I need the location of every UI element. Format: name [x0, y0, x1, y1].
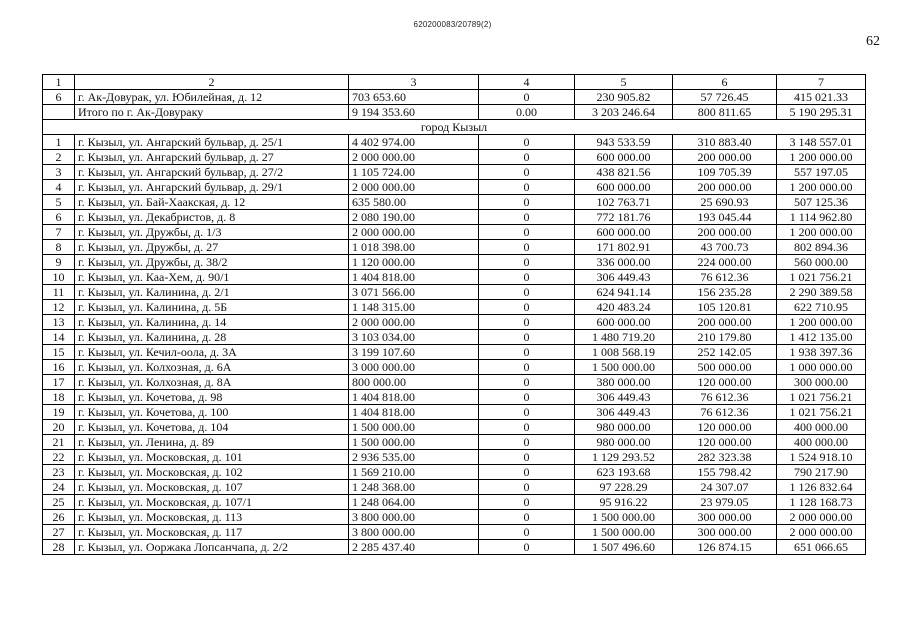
value-cell: 76 612.36 — [673, 405, 777, 420]
value-cell: 2 000 000.00 — [349, 225, 479, 240]
value-cell: 438 821.56 — [575, 165, 673, 180]
value-cell: 1 500 000.00 — [575, 525, 673, 540]
address-cell: г. Кызыл, ул. Дружбы, д. 27 — [75, 240, 349, 255]
value-cell: 300 000.00 — [673, 510, 777, 525]
value-cell: 0 — [479, 360, 575, 375]
row-number-cell: 22 — [43, 450, 75, 465]
value-cell: 1 500 000.00 — [575, 360, 673, 375]
header-cell: 2 — [75, 75, 349, 90]
row-number-cell: 6 — [43, 210, 75, 225]
row-number-cell: 11 — [43, 285, 75, 300]
header-cell: 4 — [479, 75, 575, 90]
value-cell: 0 — [479, 210, 575, 225]
page-number: 62 — [866, 34, 880, 49]
table-row — [43, 105, 866, 120]
row-number-cell: 27 — [43, 525, 75, 540]
address-cell: г. Кызыл, ул. Колхозная, д. 6А — [75, 360, 349, 375]
table-row — [43, 270, 866, 285]
value-cell: 300 000.00 — [777, 375, 866, 390]
value-cell: 0 — [479, 420, 575, 435]
address-cell: г. Кызыл, ул. Московская, д. 101 — [75, 450, 349, 465]
value-cell: 200 000.00 — [673, 180, 777, 195]
value-cell: 230 905.82 — [575, 90, 673, 105]
value-cell: 252 142.05 — [673, 345, 777, 360]
value-cell: 0 — [479, 315, 575, 330]
row-number-cell: 4 — [43, 180, 75, 195]
value-cell: 0 — [479, 390, 575, 405]
value-cell: 1 524 918.10 — [777, 450, 866, 465]
value-cell: 25 690.93 — [673, 195, 777, 210]
value-cell: 3 203 246.64 — [575, 105, 673, 120]
value-cell: 306 449.43 — [575, 405, 673, 420]
table-row — [43, 135, 866, 150]
address-cell: г. Кызыл, ул. Дружбы, д. 38/2 — [75, 255, 349, 270]
row-number-cell: 24 — [43, 480, 75, 495]
value-cell: 306 449.43 — [575, 270, 673, 285]
city-section-row — [43, 120, 866, 135]
value-cell: 3 000 000.00 — [349, 360, 479, 375]
row-number-cell: 3 — [43, 165, 75, 180]
value-cell: 0 — [479, 165, 575, 180]
table-row — [43, 420, 866, 435]
address-cell: г. Кызыл, ул. Ангарский бульвар, д. 27/2 — [75, 165, 349, 180]
value-cell: 76 612.36 — [673, 270, 777, 285]
value-cell: 1 500 000.00 — [575, 510, 673, 525]
row-number-cell: 12 — [43, 300, 75, 315]
value-cell: 57 726.45 — [673, 90, 777, 105]
value-cell: 1 000 000.00 — [777, 360, 866, 375]
value-cell: 24 307.07 — [673, 480, 777, 495]
value-cell: 1 128 168.73 — [777, 495, 866, 510]
value-cell: 400 000.00 — [777, 420, 866, 435]
value-cell: 105 120.81 — [673, 300, 777, 315]
address-cell: г. Кызыл, ул. Калинина, д. 5Б — [75, 300, 349, 315]
value-cell: 200 000.00 — [673, 315, 777, 330]
header-cell: 1 — [43, 75, 75, 90]
value-cell: 1 200 000.00 — [777, 315, 866, 330]
address-cell: г. Кызыл, ул. Кечил-оола, д. 3А — [75, 345, 349, 360]
value-cell: 9 194 353.60 — [349, 105, 479, 120]
table-row — [43, 435, 866, 450]
address-cell: г. Кызыл, ул. Калинина, д. 28 — [75, 330, 349, 345]
value-cell: 0.00 — [479, 105, 575, 120]
value-cell: 0 — [479, 255, 575, 270]
value-cell: 772 181.76 — [575, 210, 673, 225]
value-cell: 1 404 818.00 — [349, 405, 479, 420]
table-row — [43, 390, 866, 405]
table-row — [43, 195, 866, 210]
value-cell: 1 938 397.36 — [777, 345, 866, 360]
value-cell: 1 021 756.21 — [777, 270, 866, 285]
value-cell: 622 710.95 — [777, 300, 866, 315]
value-cell: 1 200 000.00 — [777, 150, 866, 165]
value-cell: 282 323.38 — [673, 450, 777, 465]
header-cell: 6 — [673, 75, 777, 90]
address-cell: г. Кызыл, ул. Московская, д. 117 — [75, 525, 349, 540]
value-cell: 109 705.39 — [673, 165, 777, 180]
address-cell: Итого по г. Ак-Довураку — [75, 105, 349, 120]
value-cell: 0 — [479, 270, 575, 285]
value-cell: 3 800 000.00 — [349, 510, 479, 525]
value-cell: 2 000 000.00 — [349, 150, 479, 165]
address-cell: г. Кызыл, ул. Московская, д. 107/1 — [75, 495, 349, 510]
value-cell: 0 — [479, 240, 575, 255]
value-cell: 300 000.00 — [673, 525, 777, 540]
table-row — [43, 300, 866, 315]
value-cell: 1 148 315.00 — [349, 300, 479, 315]
row-number-cell: 18 — [43, 390, 75, 405]
address-cell: г. Кызыл, ул. Дружбы, д. 1/3 — [75, 225, 349, 240]
row-number-cell: 5 — [43, 195, 75, 210]
header-cell: 3 — [349, 75, 479, 90]
table-row — [43, 255, 866, 270]
table-row — [43, 210, 866, 225]
value-cell: 500 000.00 — [673, 360, 777, 375]
table-row — [43, 510, 866, 525]
header-cell: 5 — [575, 75, 673, 90]
row-number-cell — [43, 105, 75, 120]
value-cell: 336 000.00 — [575, 255, 673, 270]
table-row — [43, 495, 866, 510]
address-cell: г. Кызыл, ул. Бай-Хаакская, д. 12 — [75, 195, 349, 210]
value-cell: 210 179.80 — [673, 330, 777, 345]
value-cell: 943 533.59 — [575, 135, 673, 150]
value-cell: 3 800 000.00 — [349, 525, 479, 540]
address-cell: г. Кызыл, ул. Кочетова, д. 104 — [75, 420, 349, 435]
row-number-cell: 15 — [43, 345, 75, 360]
value-cell: 120 000.00 — [673, 375, 777, 390]
value-cell: 0 — [479, 345, 575, 360]
value-cell: 0 — [479, 525, 575, 540]
value-cell: 380 000.00 — [575, 375, 673, 390]
row-number-cell: 26 — [43, 510, 75, 525]
value-cell: 802 894.36 — [777, 240, 866, 255]
value-cell: 557 197.05 — [777, 165, 866, 180]
value-cell: 980 000.00 — [575, 435, 673, 450]
table-row — [43, 225, 866, 240]
value-cell: 0 — [479, 180, 575, 195]
value-cell: 1 114 962.80 — [777, 210, 866, 225]
value-cell: 1 404 818.00 — [349, 270, 479, 285]
value-cell: 0 — [479, 465, 575, 480]
document-number: 620200083/20789(2) — [413, 20, 492, 29]
row-number-cell: 16 — [43, 360, 75, 375]
value-cell: 0 — [479, 375, 575, 390]
value-cell: 126 874.15 — [673, 540, 777, 555]
value-cell: 0 — [479, 150, 575, 165]
address-cell: г. Кызыл, ул. Ангарский бульвар, д. 27 — [75, 150, 349, 165]
value-cell: 1 021 756.21 — [777, 390, 866, 405]
value-cell: 310 883.40 — [673, 135, 777, 150]
value-cell: 2 000 000.00 — [349, 180, 479, 195]
value-cell: 1 404 818.00 — [349, 390, 479, 405]
row-number-cell: 14 — [43, 330, 75, 345]
value-cell: 600 000.00 — [575, 225, 673, 240]
value-cell: 1 021 756.21 — [777, 405, 866, 420]
row-number-cell: 6 — [43, 90, 75, 105]
value-cell: 2 000 000.00 — [777, 510, 866, 525]
value-cell: 600 000.00 — [575, 315, 673, 330]
address-cell: г. Ак-Довурак, ул. Юбилейная, д. 12 — [75, 90, 349, 105]
address-cell: г. Кызыл, ул. Московская, д. 107 — [75, 480, 349, 495]
address-cell: г. Кызыл, ул. Ангарский бульвар, д. 29/1 — [75, 180, 349, 195]
value-cell: 224 000.00 — [673, 255, 777, 270]
table-row — [43, 330, 866, 345]
value-cell: 1 105 724.00 — [349, 165, 479, 180]
value-cell: 1 129 293.52 — [575, 450, 673, 465]
table-row — [43, 405, 866, 420]
value-cell: 155 798.42 — [673, 465, 777, 480]
table-header-row — [43, 75, 866, 90]
value-cell: 95 916.22 — [575, 495, 673, 510]
row-number-cell: 17 — [43, 375, 75, 390]
value-cell: 23 979.05 — [673, 495, 777, 510]
table-row — [43, 180, 866, 195]
row-number-cell: 23 — [43, 465, 75, 480]
value-cell: 0 — [479, 135, 575, 150]
value-cell: 600 000.00 — [575, 180, 673, 195]
value-cell: 800 811.65 — [673, 105, 777, 120]
data-table — [42, 74, 866, 555]
value-cell: 97 228.29 — [575, 480, 673, 495]
value-cell: 2 000 000.00 — [777, 525, 866, 540]
table-row — [43, 315, 866, 330]
table-row — [43, 165, 866, 180]
row-number-cell: 19 — [43, 405, 75, 420]
value-cell: 623 193.68 — [575, 465, 673, 480]
value-cell: 2 000 000.00 — [349, 315, 479, 330]
value-cell: 507 125.36 — [777, 195, 866, 210]
value-cell: 0 — [479, 540, 575, 555]
value-cell: 2 936 535.00 — [349, 450, 479, 465]
value-cell: 1 200 000.00 — [777, 225, 866, 240]
table-row — [43, 525, 866, 540]
value-cell: 3 148 557.01 — [777, 135, 866, 150]
address-cell: г. Кызыл, ул. Каа-Хем, д. 90/1 — [75, 270, 349, 285]
city-section-title: город Кызыл — [43, 120, 866, 135]
value-cell: 800 000.00 — [349, 375, 479, 390]
value-cell: 0 — [479, 195, 575, 210]
value-cell: 1 008 568.19 — [575, 345, 673, 360]
value-cell: 2 285 437.40 — [349, 540, 479, 555]
value-cell: 1 126 832.64 — [777, 480, 866, 495]
value-cell: 0 — [479, 90, 575, 105]
row-number-cell: 28 — [43, 540, 75, 555]
value-cell: 0 — [479, 495, 575, 510]
value-cell: 420 483.24 — [575, 300, 673, 315]
value-cell: 1 500 000.00 — [349, 435, 479, 450]
value-cell: 600 000.00 — [575, 150, 673, 165]
value-cell: 1 200 000.00 — [777, 180, 866, 195]
value-cell: 1 248 064.00 — [349, 495, 479, 510]
value-cell: 76 612.36 — [673, 390, 777, 405]
value-cell: 400 000.00 — [777, 435, 866, 450]
value-cell: 3 103 034.00 — [349, 330, 479, 345]
address-cell: г. Кызыл, ул. Ооржака Лопсанчапа, д. 2/2 — [75, 540, 349, 555]
value-cell: 980 000.00 — [575, 420, 673, 435]
address-cell: г. Кызыл, ул. Декабристов, д. 8 — [75, 210, 349, 225]
address-cell: г. Кызыл, ул. Московская, д. 102 — [75, 465, 349, 480]
value-cell: 790 217.90 — [777, 465, 866, 480]
value-cell: 635 580.00 — [349, 195, 479, 210]
row-number-cell: 13 — [43, 315, 75, 330]
value-cell: 1 248 368.00 — [349, 480, 479, 495]
row-number-cell: 10 — [43, 270, 75, 285]
value-cell: 560 000.00 — [777, 255, 866, 270]
address-cell: г. Кызыл, ул. Колхозная, д. 8А — [75, 375, 349, 390]
value-cell: 703 653.60 — [349, 90, 479, 105]
value-cell: 3 071 566.00 — [349, 285, 479, 300]
value-cell: 0 — [479, 225, 575, 240]
value-cell: 0 — [479, 405, 575, 420]
row-number-cell: 9 — [43, 255, 75, 270]
address-cell: г. Кызыл, ул. Калинина, д. 14 — [75, 315, 349, 330]
address-cell: г. Кызыл, ул. Калинина, д. 2/1 — [75, 285, 349, 300]
table-row — [43, 285, 866, 300]
value-cell: 1 120 000.00 — [349, 255, 479, 270]
value-cell: 0 — [479, 450, 575, 465]
table-row — [43, 480, 866, 495]
table-row — [43, 360, 866, 375]
row-number-cell: 20 — [43, 420, 75, 435]
value-cell: 102 763.71 — [575, 195, 673, 210]
value-cell: 3 199 107.60 — [349, 345, 479, 360]
value-cell: 43 700.73 — [673, 240, 777, 255]
header-cell: 7 — [777, 75, 866, 90]
value-cell: 1 507 496.60 — [575, 540, 673, 555]
address-cell: г. Кызыл, ул. Ангарский бульвар, д. 25/1 — [75, 135, 349, 150]
table-row — [43, 90, 866, 105]
value-cell: 1 018 398.00 — [349, 240, 479, 255]
address-cell: г. Кызыл, ул. Московская, д. 113 — [75, 510, 349, 525]
table-row — [43, 150, 866, 165]
address-cell: г. Кызыл, ул. Ленина, д. 89 — [75, 435, 349, 450]
value-cell: 193 045.44 — [673, 210, 777, 225]
value-cell: 171 802.91 — [575, 240, 673, 255]
value-cell: 0 — [479, 330, 575, 345]
table-row — [43, 345, 866, 360]
value-cell: 415 021.33 — [777, 90, 866, 105]
table-row — [43, 465, 866, 480]
row-number-cell: 25 — [43, 495, 75, 510]
row-number-cell: 7 — [43, 225, 75, 240]
value-cell: 0 — [479, 510, 575, 525]
value-cell: 5 190 295.31 — [777, 105, 866, 120]
value-cell: 1 480 719.20 — [575, 330, 673, 345]
row-number-cell: 1 — [43, 135, 75, 150]
value-cell: 651 066.65 — [777, 540, 866, 555]
address-cell: г. Кызыл, ул. Кочетова, д. 100 — [75, 405, 349, 420]
value-cell: 200 000.00 — [673, 225, 777, 240]
value-cell: 1 569 210.00 — [349, 465, 479, 480]
row-number-cell: 2 — [43, 150, 75, 165]
value-cell: 2 080 190.00 — [349, 210, 479, 225]
value-cell: 0 — [479, 285, 575, 300]
value-cell: 1 412 135.00 — [777, 330, 866, 345]
value-cell: 156 235.28 — [673, 285, 777, 300]
value-cell: 120 000.00 — [673, 435, 777, 450]
value-cell: 306 449.43 — [575, 390, 673, 405]
value-cell: 2 290 389.58 — [777, 285, 866, 300]
value-cell: 200 000.00 — [673, 150, 777, 165]
value-cell: 624 941.14 — [575, 285, 673, 300]
value-cell: 0 — [479, 300, 575, 315]
value-cell: 4 402 974.00 — [349, 135, 479, 150]
table-row — [43, 450, 866, 465]
row-number-cell: 8 — [43, 240, 75, 255]
value-cell: 1 500 000.00 — [349, 420, 479, 435]
table-row — [43, 240, 866, 255]
table-row — [43, 375, 866, 390]
table-row — [43, 540, 866, 555]
value-cell: 0 — [479, 480, 575, 495]
value-cell: 0 — [479, 435, 575, 450]
address-cell: г. Кызыл, ул. Кочетова, д. 98 — [75, 390, 349, 405]
row-number-cell: 21 — [43, 435, 75, 450]
value-cell: 120 000.00 — [673, 420, 777, 435]
